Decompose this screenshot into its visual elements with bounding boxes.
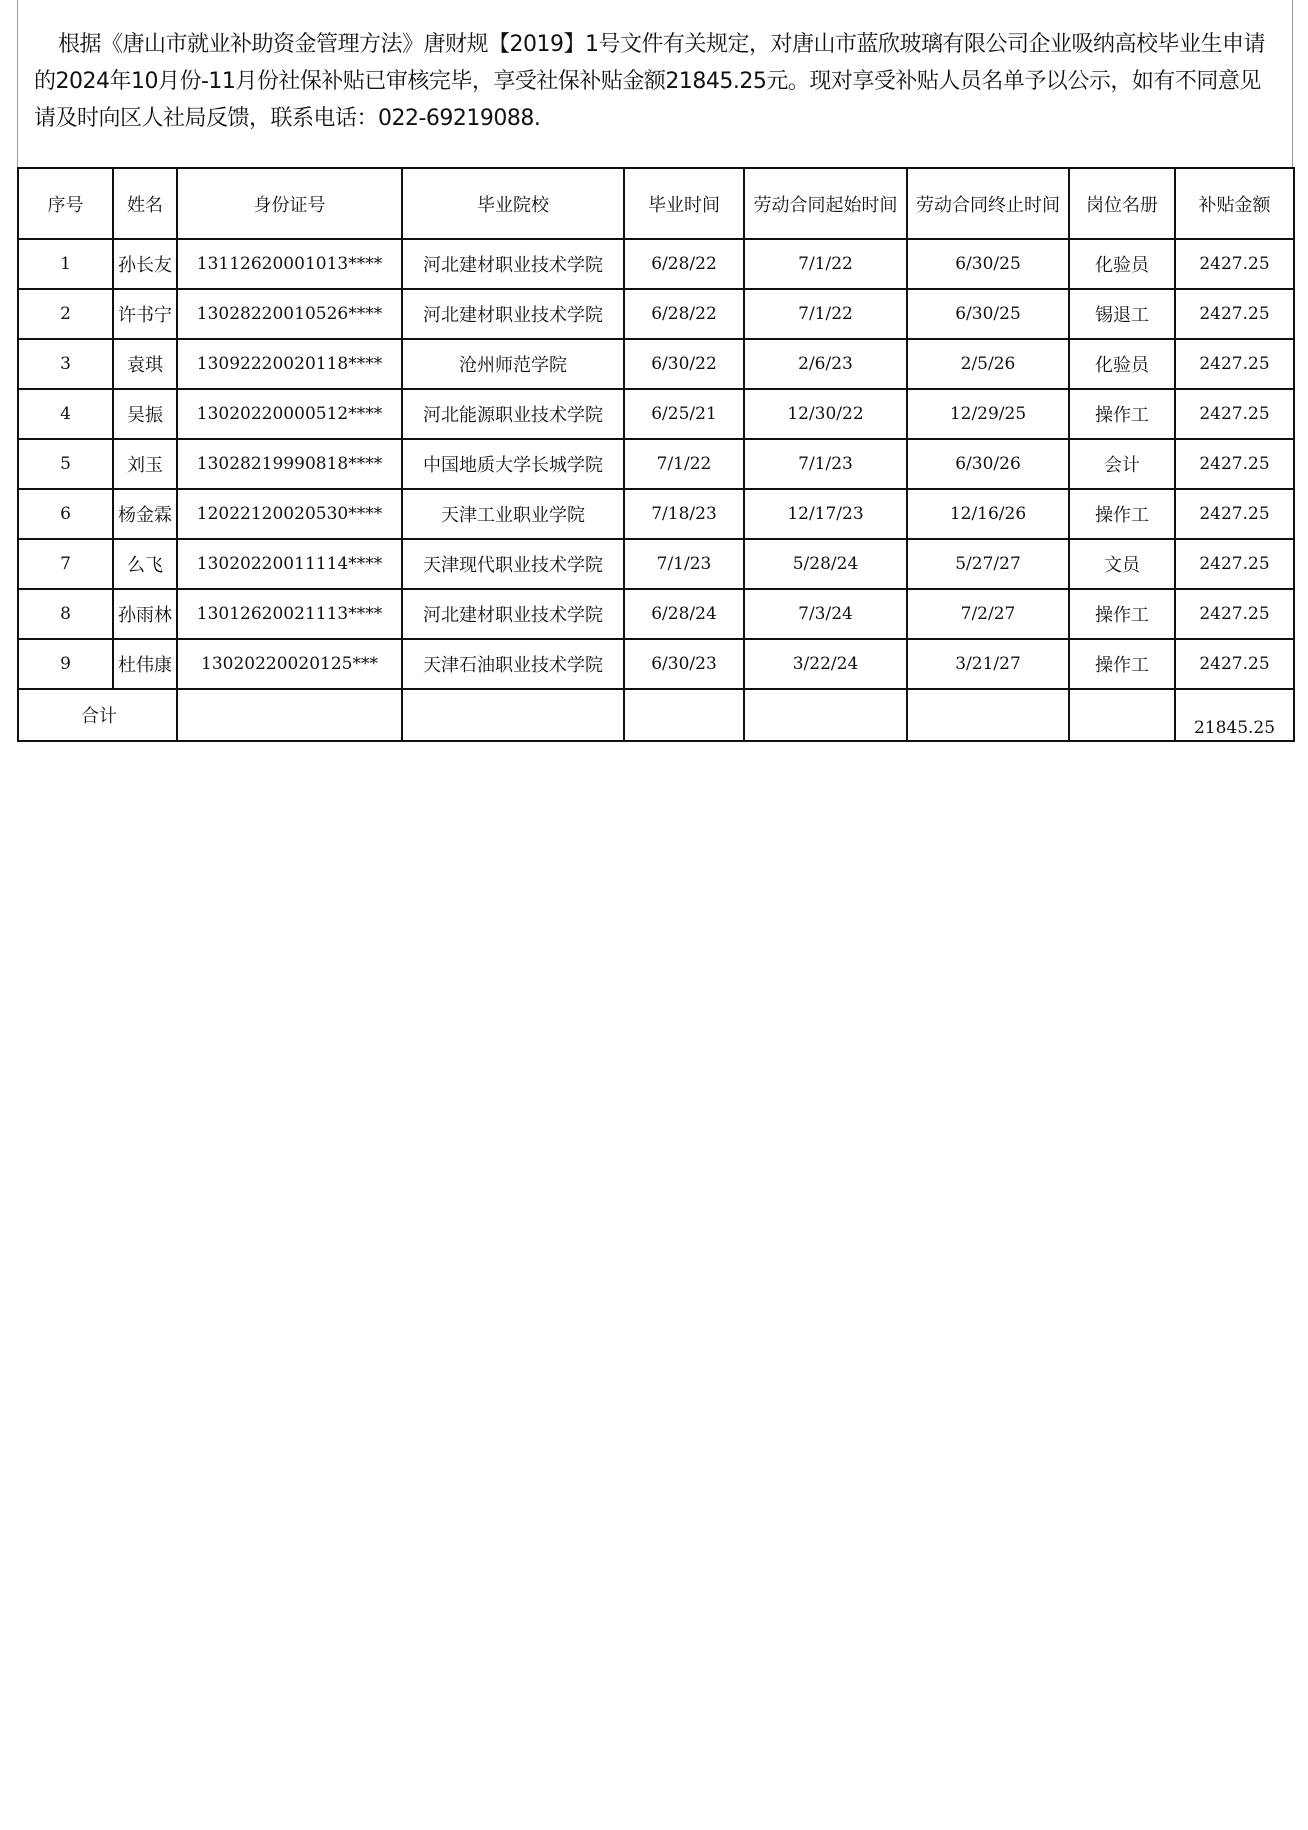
cell-amount: 2427.25 [1175,339,1294,389]
cell-grad-date: 6/28/24 [624,589,744,639]
cell-grad-date: 6/25/21 [624,389,744,439]
cell-name: 杨金霖 [113,489,177,539]
cell-school: 天津工业职业学院 [402,489,624,539]
total-empty-cell [1069,689,1175,741]
cell-contract-end: 3/21/27 [907,639,1069,689]
cell-id-number: 13012620021113**** [177,589,402,639]
total-empty-cell [907,689,1069,741]
table-body [18,239,1294,741]
cell-school: 天津现代职业技术学院 [402,539,624,589]
notice-text: 根据《唐山市就业补助资金管理方法》唐财规【2019】1号文件有关规定，对唐山市蓝欣玻璃有限公司企业吸纳高校毕业生申请的2024年10月份-11月份社保补贴已审核完毕，享受社保补贴金额21845.25元。现对享受补贴人员名单予以公示，如有不同意见请及时向区人社局反馈，联系电话：022-69219088. [34,32,1265,131]
cell-seq: 5 [18,439,113,489]
notice-box [17,0,1293,167]
cell-id-number: 13020220000512**** [177,389,402,439]
cell-id-number: 13020220011114**** [177,539,402,589]
table-row [18,289,1294,339]
cell-contract-start: 3/22/24 [744,639,907,689]
cell-amount: 2427.25 [1175,439,1294,489]
cell-position: 操作工 [1069,489,1175,539]
cell-school: 中国地质大学长城学院 [402,439,624,489]
cell-name: 么飞 [113,539,177,589]
cell-contract-start: 5/28/24 [744,539,907,589]
total-empty-cell [177,689,402,741]
cell-id-number: 12022120020530**** [177,489,402,539]
cell-name: 杜伟康 [113,639,177,689]
total-empty-cell [624,689,744,741]
cell-amount: 2427.25 [1175,639,1294,689]
cell-position: 化验员 [1069,239,1175,289]
cell-grad-date: 7/18/23 [624,489,744,539]
cell-id-number: 13112620001013**** [177,239,402,289]
cell-contract-start: 2/6/23 [744,339,907,389]
cell-contract-end: 12/29/25 [907,389,1069,439]
cell-amount: 2427.25 [1175,539,1294,589]
table-row [18,589,1294,639]
header-row [18,168,1294,239]
cell-school: 河北建材职业技术学院 [402,289,624,339]
cell-seq: 6 [18,489,113,539]
cell-contract-end: 5/27/27 [907,539,1069,589]
cell-grad-date: 6/28/22 [624,289,744,339]
cell-position: 操作工 [1069,639,1175,689]
cell-contract-end: 6/30/26 [907,439,1069,489]
cell-name: 吴振 [113,389,177,439]
cell-position: 操作工 [1069,389,1175,439]
header-id-number: 身份证号 [177,168,402,239]
cell-contract-start: 7/1/22 [744,289,907,339]
cell-position: 文员 [1069,539,1175,589]
header-grad-date: 毕业时间 [624,168,744,239]
cell-contract-start: 12/30/22 [744,389,907,439]
header-contract-start: 劳动合同起始时间 [744,168,907,239]
cell-school: 河北建材职业技术学院 [402,239,624,289]
cell-seq: 7 [18,539,113,589]
cell-contract-start: 7/1/23 [744,439,907,489]
table-row [18,389,1294,439]
cell-contract-end: 12/16/26 [907,489,1069,539]
header-amount: 补贴金额 [1175,168,1294,239]
table-row [18,339,1294,389]
cell-id-number: 13028220010526**** [177,289,402,339]
table-row [18,239,1294,289]
cell-id-number: 13092220020118**** [177,339,402,389]
cell-contract-start: 12/17/23 [744,489,907,539]
cell-grad-date: 7/1/22 [624,439,744,489]
cell-name: 许书宁 [113,289,177,339]
header-position: 岗位名册 [1069,168,1175,239]
table-row [18,439,1294,489]
table-row [18,489,1294,539]
table-row [18,639,1294,689]
cell-contract-end: 2/5/26 [907,339,1069,389]
cell-position: 化验员 [1069,339,1175,389]
cell-id-number: 13020220020125*** [177,639,402,689]
cell-contract-end: 7/2/27 [907,589,1069,639]
cell-contract-start: 7/1/22 [744,239,907,289]
total-amount: 21845.25 [1175,689,1294,741]
cell-contract-end: 6/30/25 [907,289,1069,339]
cell-grad-date: 6/28/22 [624,239,744,289]
cell-grad-date: 6/30/23 [624,639,744,689]
header-name: 姓名 [113,168,177,239]
cell-seq: 9 [18,639,113,689]
cell-seq: 8 [18,589,113,639]
cell-amount: 2427.25 [1175,489,1294,539]
table-row [18,539,1294,589]
cell-amount: 2427.25 [1175,389,1294,439]
cell-id-number: 13028219990818**** [177,439,402,489]
cell-name: 袁琪 [113,339,177,389]
cell-school: 河北建材职业技术学院 [402,589,624,639]
cell-position: 锡退工 [1069,289,1175,339]
cell-position: 操作工 [1069,589,1175,639]
cell-contract-end: 6/30/25 [907,239,1069,289]
total-empty-cell [402,689,624,741]
cell-school: 河北能源职业技术学院 [402,389,624,439]
total-row [18,689,1294,741]
header-contract-end: 劳动合同终止时间 [907,168,1069,239]
header-school: 毕业院校 [402,168,624,239]
cell-grad-date: 7/1/23 [624,539,744,589]
cell-grad-date: 6/30/22 [624,339,744,389]
cell-amount: 2427.25 [1175,589,1294,639]
cell-position: 会计 [1069,439,1175,489]
total-label: 合计 [18,689,177,741]
cell-name: 孙长友 [113,239,177,289]
cell-seq: 1 [18,239,113,289]
subsidy-table [17,167,1295,742]
header-seq: 序号 [18,168,113,239]
cell-seq: 4 [18,389,113,439]
cell-school: 天津石油职业技术学院 [402,639,624,689]
cell-amount: 2427.25 [1175,289,1294,339]
cell-name: 刘玉 [113,439,177,489]
cell-seq: 2 [18,289,113,339]
cell-school: 沧州师范学院 [402,339,624,389]
total-empty-cell [744,689,907,741]
cell-amount: 2427.25 [1175,239,1294,289]
cell-contract-start: 7/3/24 [744,589,907,639]
cell-name: 孙雨林 [113,589,177,639]
cell-seq: 3 [18,339,113,389]
